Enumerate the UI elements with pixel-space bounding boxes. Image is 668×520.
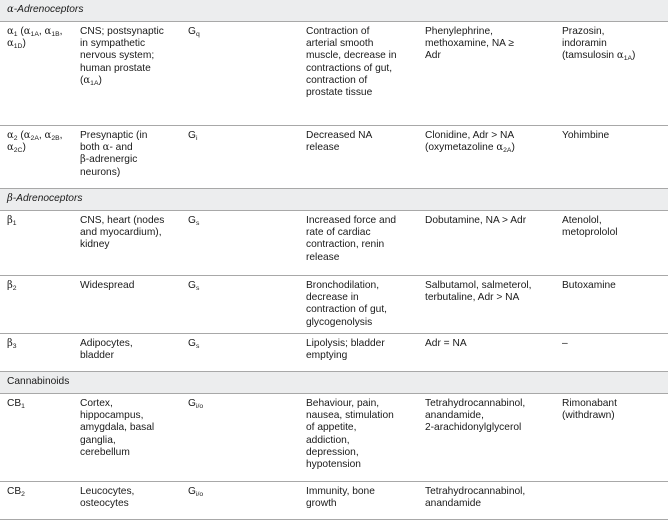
g-protein-cell: $G_i$ [188,126,306,189]
section-title: Cannabinoids [0,372,668,394]
receptor-cell: $\alpha_1$ ($\alpha_{1A}$, $\alpha_{1B}$, $\alpha_{1D}$) [0,22,80,126]
agonists-cell: Tetrahydrocannabinol, anandamide [425,482,562,520]
antagonists-cell: – [562,334,668,372]
antagonists-cell: Prazosin, indoramin (tamsulosin $\alpha_{1A}$) [562,22,668,126]
g-protein-cell: $G_s$ [188,276,306,334]
receptor-cell: $\alpha_2$ ($\alpha_{2A}$, $\alpha_{2B}$, $\alpha_{2C}$) [0,126,80,189]
agonists-cell: Salbutamol, salmeterol, terbutaline, Adr > NA [425,276,562,334]
receptor-cell: $\beta_3$ [0,334,80,372]
table-row [0,276,668,334]
g-protein-cell: $G_s$ [188,334,306,372]
table-row [0,334,668,372]
table-row [0,126,668,189]
g-protein-cell: $G_q$ [188,22,306,126]
distribution-cell: CNS; postsynaptic in sympathetic nervous system; human prostate $(\alpha_{1A})$ [80,22,188,126]
responses-cell: Increased force and rate of cardiac contraction, renin release [306,211,425,276]
responses-cell: Lipolysis; bladder emptying [306,334,425,372]
g-protein-cell: $G_{i/o}$ [188,482,306,520]
agonists-cell: Adr = NA [425,334,562,372]
g-protein-cell: $G_s$ [188,211,306,276]
section-title: α-Adrenoceptors [0,0,668,22]
antagonists-cell: Atenolol, metoprololol [562,211,668,276]
table-row [0,394,668,482]
distribution-cell: Adipocytes, bladder [80,334,188,372]
section-header [0,372,668,394]
agonists-cell: Tetrahydrocannabinol, anandamide, 2-arachidonylglycerol [425,394,562,482]
table-row [0,211,668,276]
responses-cell: Behaviour, pain, nausea, stimulation of appetite, addiction, depression, hypotension [306,394,425,482]
section-title: β-Adrenoceptors [0,189,668,211]
distribution-cell: Cortex, hippocampus, amygdala, basal ganglia, cerebellum [80,394,188,482]
section-header [0,189,668,211]
antagonists-cell: Butoxamine [562,276,668,334]
responses-cell: Bronchodilation, decrease in contraction of gut, glycogenolysis [306,276,425,334]
section-header [0,0,668,22]
distribution-cell: Widespread [80,276,188,334]
receptor-cell: $CB_1$ [0,394,80,482]
agonists-cell: Clonidine, Adr > NA (oxymetazoline $\alpha_{2A}$) [425,126,562,189]
g-protein-cell: $G_{i/o}$ [188,394,306,482]
agonists-cell: Dobutamine, NA > Adr [425,211,562,276]
responses-cell: Contraction of arterial smooth muscle, decrease in contractions of gut, contraction of prostate tissue [306,22,425,126]
antagonists-cell: Yohimbine [562,126,668,189]
receptor-cell: $\beta_1$ [0,211,80,276]
table-row [0,22,668,126]
antagonists-cell: Rimonabant (withdrawn) [562,394,668,482]
distribution-cell: Presynaptic (in both α- and β-adrenergic neurons) [80,126,188,189]
distribution-cell: CNS, heart (nodes and myocardium), kidney [80,211,188,276]
responses-cell: Immunity, bone growth [306,482,425,520]
responses-cell: Decreased NA release [306,126,425,189]
distribution-cell: Leucocytes, osteocytes [80,482,188,520]
receptor-cell: $CB_2$ [0,482,80,520]
agonists-cell: Phenylephrine, methoxamine, NA ≥ Adr [425,22,562,126]
receptor-cell: $\beta_2$ [0,276,80,334]
